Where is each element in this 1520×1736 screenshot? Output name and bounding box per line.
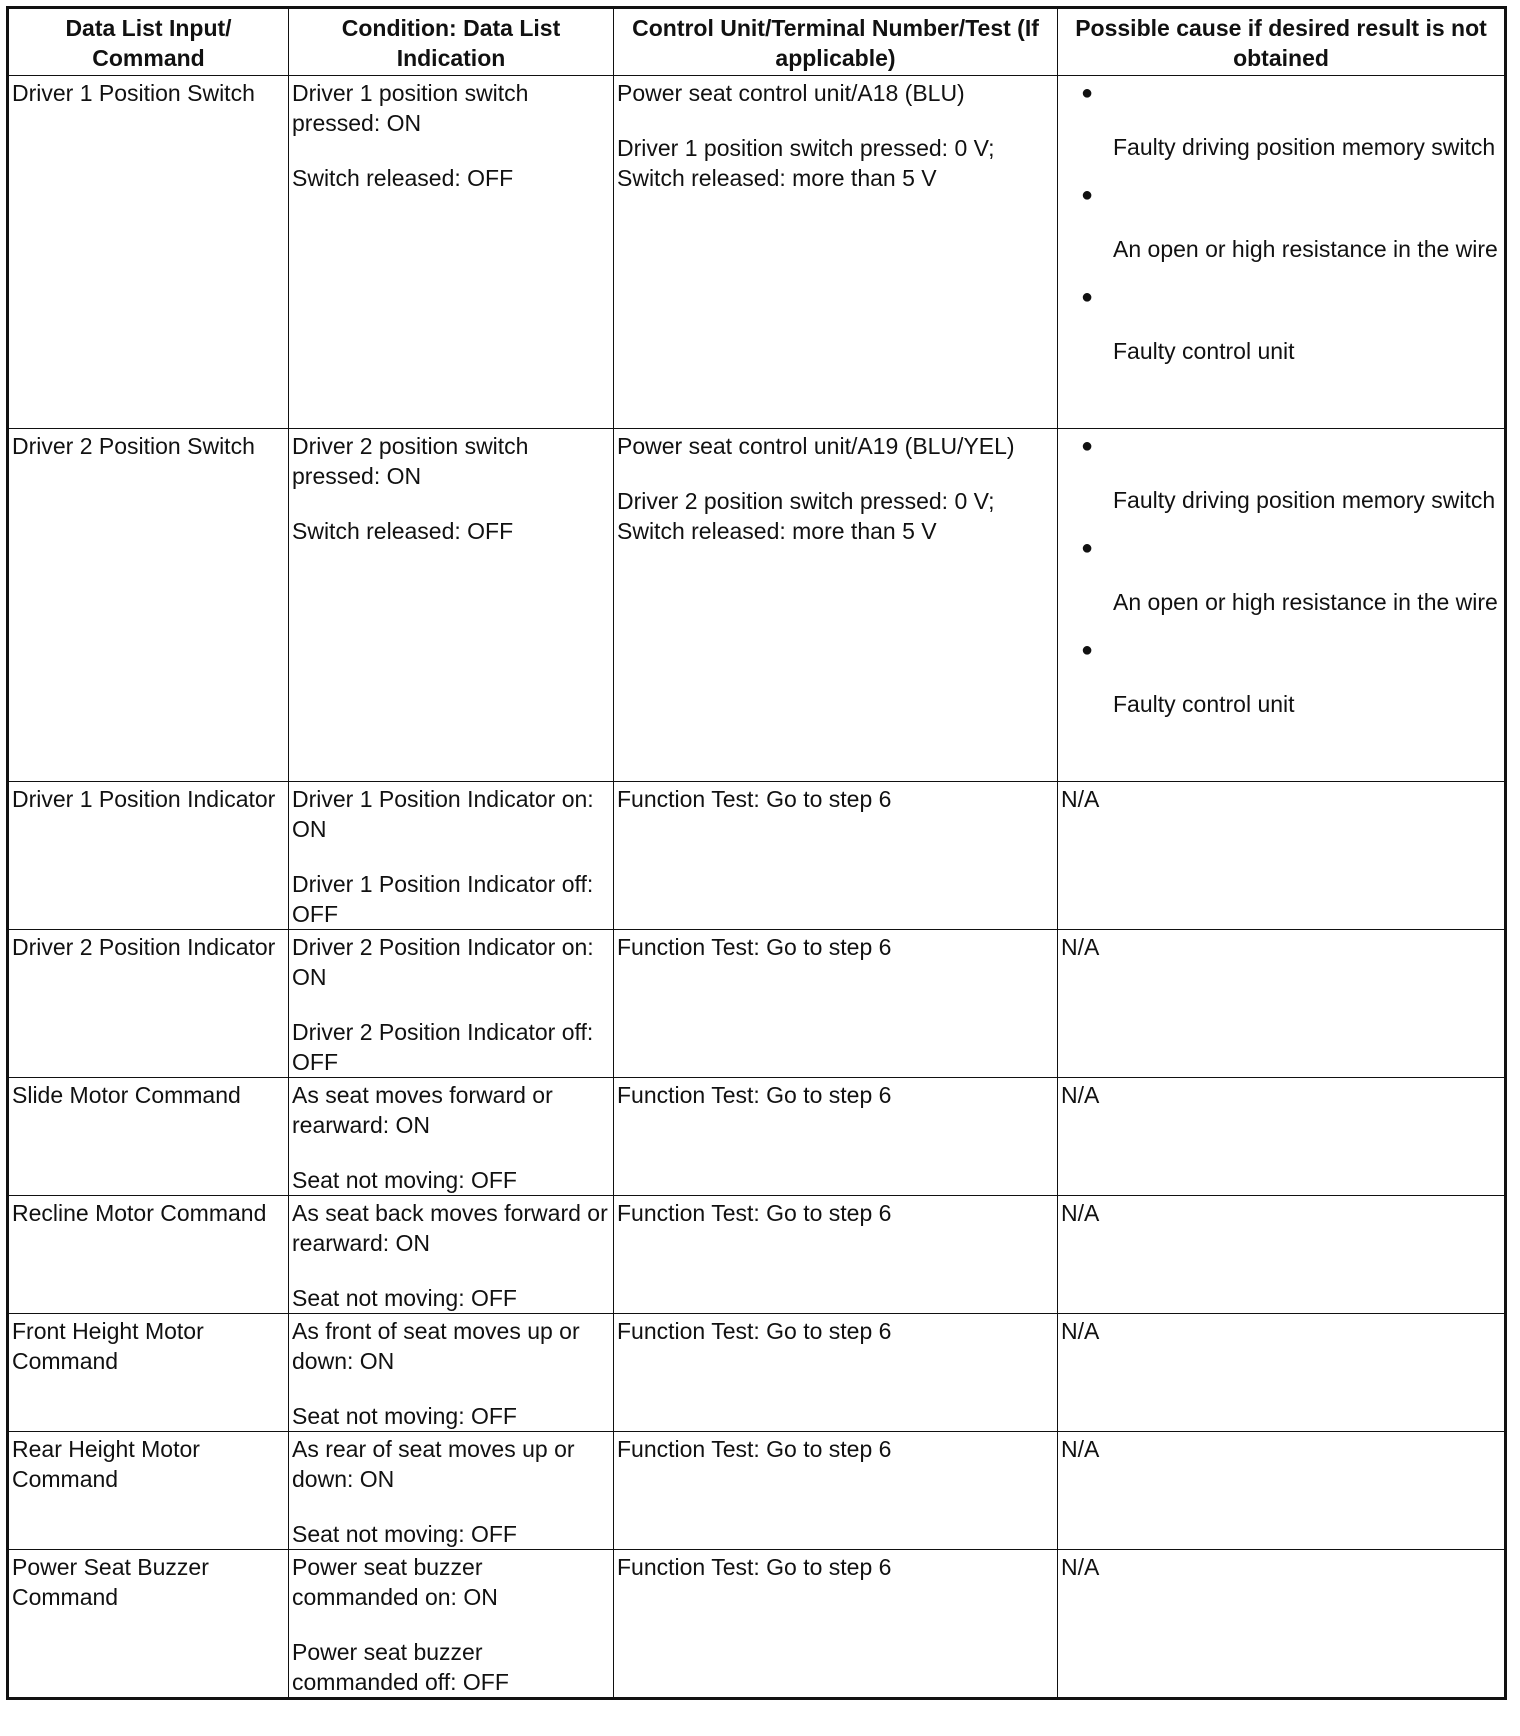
- condition-cell: [289, 1550, 614, 1699]
- condition-cell: [289, 76, 614, 429]
- condition-line: Power seat buzzer commanded on: ON: [292, 1554, 498, 1610]
- condition-cell: [289, 429, 614, 782]
- table-row: [8, 930, 1506, 1078]
- table-row: [8, 76, 1506, 429]
- control-line: Driver 1 position switch pressed: 0 V; Switch released: more than 5 V: [617, 135, 995, 191]
- control-cell: [614, 1078, 1058, 1196]
- condition-line: Seat not moving: OFF: [292, 1521, 517, 1547]
- control-line: Function Test: Go to step 6: [617, 786, 892, 812]
- control-cell: [614, 76, 1058, 429]
- condition-line: Switch released: OFF: [292, 518, 514, 544]
- cause-cell: N/A: [1058, 1078, 1506, 1196]
- condition-cell: [289, 1314, 614, 1432]
- table-row: [8, 1314, 1506, 1432]
- control-line: Power seat control unit/A18 (BLU): [617, 80, 965, 106]
- list-item: [1081, 533, 1501, 617]
- list-item: [1081, 180, 1501, 264]
- cause-list: [1061, 431, 1501, 719]
- condition-line: Driver 1 Position Indicator off: OFF: [292, 871, 594, 927]
- control-cell: [614, 1432, 1058, 1550]
- table-row: [8, 1196, 1506, 1314]
- control-line: Function Test: Go to step 6: [617, 1436, 892, 1462]
- bullet-icon: ●: [1081, 639, 1094, 661]
- condition-line: Seat not moving: OFF: [292, 1285, 517, 1311]
- condition-line: As rear of seat moves up or down: ON: [292, 1436, 575, 1492]
- condition-line: Driver 2 Position Indicator off: OFF: [292, 1019, 594, 1075]
- condition-line: Driver 2 position switch pressed: ON: [292, 433, 529, 489]
- condition-line: Driver 1 position switch pressed: ON: [292, 80, 529, 136]
- condition-cell: [289, 782, 614, 930]
- condition-line: Seat not moving: OFF: [292, 1167, 517, 1193]
- condition-line: Driver 2 Position Indicator on: ON: [292, 934, 594, 990]
- table-row: [8, 782, 1506, 930]
- control-cell: [614, 930, 1058, 1078]
- control-cell: [614, 1550, 1058, 1699]
- control-cell: [614, 1196, 1058, 1314]
- bullet-icon: ●: [1081, 82, 1094, 104]
- cause-cell: N/A: [1058, 1432, 1506, 1550]
- cause-text: Faulty control unit: [1113, 691, 1295, 717]
- cause-text: Faulty driving position memory switch: [1113, 134, 1496, 160]
- input-cell: Power Seat Buzzer Command: [8, 1550, 289, 1699]
- condition-cell: [289, 1432, 614, 1550]
- list-item: [1081, 78, 1501, 162]
- cause-cell: N/A: [1058, 1550, 1506, 1699]
- control-line: Function Test: Go to step 6: [617, 1554, 892, 1580]
- header-possible-cause: Possible cause if desired result is not obtained: [1058, 8, 1506, 76]
- header-row: [8, 8, 1506, 76]
- input-cell: Driver 2 Position Indicator: [8, 930, 289, 1078]
- cause-cell: [1058, 76, 1506, 429]
- table-row: [8, 1078, 1506, 1196]
- cause-cell: N/A: [1058, 1196, 1506, 1314]
- document: [6, 6, 1507, 1700]
- data-list-table: [6, 6, 1507, 1700]
- control-line: Driver 2 position switch pressed: 0 V; Switch released: more than 5 V: [617, 488, 995, 544]
- cause-text: Faulty driving position memory switch: [1113, 487, 1496, 513]
- table-row: [8, 1550, 1506, 1699]
- header-control-unit: Control Unit/Terminal Number/Test (If applicable): [614, 8, 1058, 76]
- table-row: [8, 429, 1506, 782]
- cause-cell: [1058, 429, 1506, 782]
- input-cell: Front Height Motor Command: [8, 1314, 289, 1432]
- control-line: Function Test: Go to step 6: [617, 1200, 892, 1226]
- condition-cell: [289, 930, 614, 1078]
- header-data-list-input: Data List Input/ Command: [8, 8, 289, 76]
- control-line: Power seat control unit/A19 (BLU/YEL): [617, 433, 1015, 459]
- cause-cell: N/A: [1058, 930, 1506, 1078]
- list-item: [1081, 635, 1501, 719]
- condition-line: As seat moves forward or rearward: ON: [292, 1082, 553, 1138]
- condition-cell: [289, 1196, 614, 1314]
- condition-line: Driver 1 Position Indicator on: ON: [292, 786, 594, 842]
- cause-text: An open or high resistance in the wire: [1113, 589, 1498, 615]
- condition-line: As seat back moves forward or rearward: ON: [292, 1200, 608, 1256]
- cause-text: Faulty control unit: [1113, 338, 1295, 364]
- control-line: Function Test: Go to step 6: [617, 1082, 892, 1108]
- list-item: [1081, 282, 1501, 366]
- bullet-icon: ●: [1081, 435, 1094, 457]
- control-cell: [614, 1314, 1058, 1432]
- header-condition: Condition: Data List Indication: [289, 8, 614, 76]
- control-line: Function Test: Go to step 6: [617, 934, 892, 960]
- cause-text: An open or high resistance in the wire: [1113, 236, 1498, 262]
- bullet-icon: ●: [1081, 184, 1094, 206]
- condition-line: Seat not moving: OFF: [292, 1403, 517, 1429]
- input-cell: Driver 1 Position Switch: [8, 76, 289, 429]
- condition-cell: [289, 1078, 614, 1196]
- condition-line: Switch released: OFF: [292, 165, 514, 191]
- list-item: [1081, 431, 1501, 515]
- condition-line: As front of seat moves up or down: ON: [292, 1318, 580, 1374]
- input-cell: Rear Height Motor Command: [8, 1432, 289, 1550]
- cause-cell: N/A: [1058, 782, 1506, 930]
- input-cell: Driver 2 Position Switch: [8, 429, 289, 782]
- control-line: Function Test: Go to step 6: [617, 1318, 892, 1344]
- input-cell: Driver 1 Position Indicator: [8, 782, 289, 930]
- condition-line: Power seat buzzer commanded off: OFF: [292, 1639, 509, 1695]
- input-cell: Recline Motor Command: [8, 1196, 289, 1314]
- control-cell: [614, 429, 1058, 782]
- control-cell: [614, 782, 1058, 930]
- bullet-icon: ●: [1081, 286, 1094, 308]
- cause-list: [1061, 78, 1501, 366]
- input-cell: Slide Motor Command: [8, 1078, 289, 1196]
- table-row: [8, 1432, 1506, 1550]
- bullet-icon: ●: [1081, 537, 1094, 559]
- cause-cell: N/A: [1058, 1314, 1506, 1432]
